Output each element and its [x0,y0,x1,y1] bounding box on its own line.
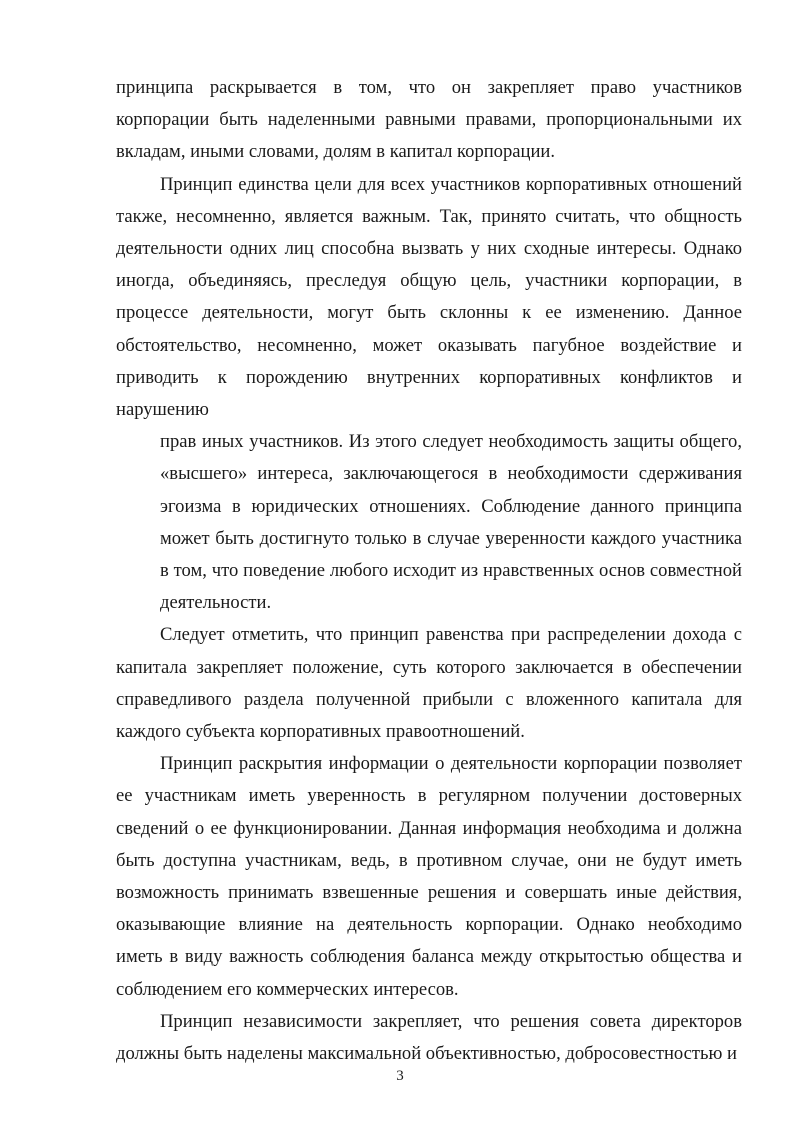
page-number: 3 [396,1068,404,1084]
paragraph-information-disclosure: Принцип раскрытия информации о деятельности корпорации позволяет ее участникам иметь уверенность в регулярном получении достоверных сведений о ее функционировании. Данная информация необходима и должна быть доступна участникам, ведь, в противном случае, они не будут иметь возможность принимать взвешенные решения и совершать иные действия, оказывающие влияние на деятельность корпорации. Однако необходимо иметь в виду важность соблюдения баланса между открытостью общества и соблюдением его коммерческих интересов. [116,753,742,1000]
paragraph-continuation: принципа раскрывается в том, что он закрепляет право участников корпорации быть наделенными равными правами, пропорциональными их вкладам, иными словами, долям в капитал корпорации. [116,77,742,163]
paragraph-unity-of-purpose: Принцип единства цели для всех участников корпоративных отношений также, несомненно, является важным. Так, принято считать, что общность деятельности одних лиц способна вызвать у них сходные интересы. Однако иногда, объединяясь, преследуя общую цель, участники корпорации, в процессе деятельности, могут быть склонны к ее изменению. Данное обстоятельство, несомненно, может оказывать пагубное воздействие и приводить к порождению внутренних корпоративных конфликтов и нарушению [116,173,742,421]
paragraph-rights-of-participants: прав иных участников. Из этого следует необходимость защиты общего, «высшего» интереса, заключающегося в необходимости сдерживания эгоизма в юридических отношениях. Соблюдение данного принципа может быть достигнуто только в случае уверенности каждого участника в том, что поведение любого исходит из нравственных основ совместной деятельности. [160,431,742,614]
paragraph-independence: Принцип независимости закрепляет, что решения совета директоров должны быть наделены максимальной объективностью, добросовестностью и [116,1010,742,1065]
document-body [116,72,742,1070]
paragraph-income-equality: Следует отметить, что принцип равенства при распределении дохода с капитала закрепляет положение, суть которого заключается в обеспечении справедливого раздела полученной прибыли с вложенного капитала для каждого субъекта корпоративных правоотношений. [116,624,742,743]
